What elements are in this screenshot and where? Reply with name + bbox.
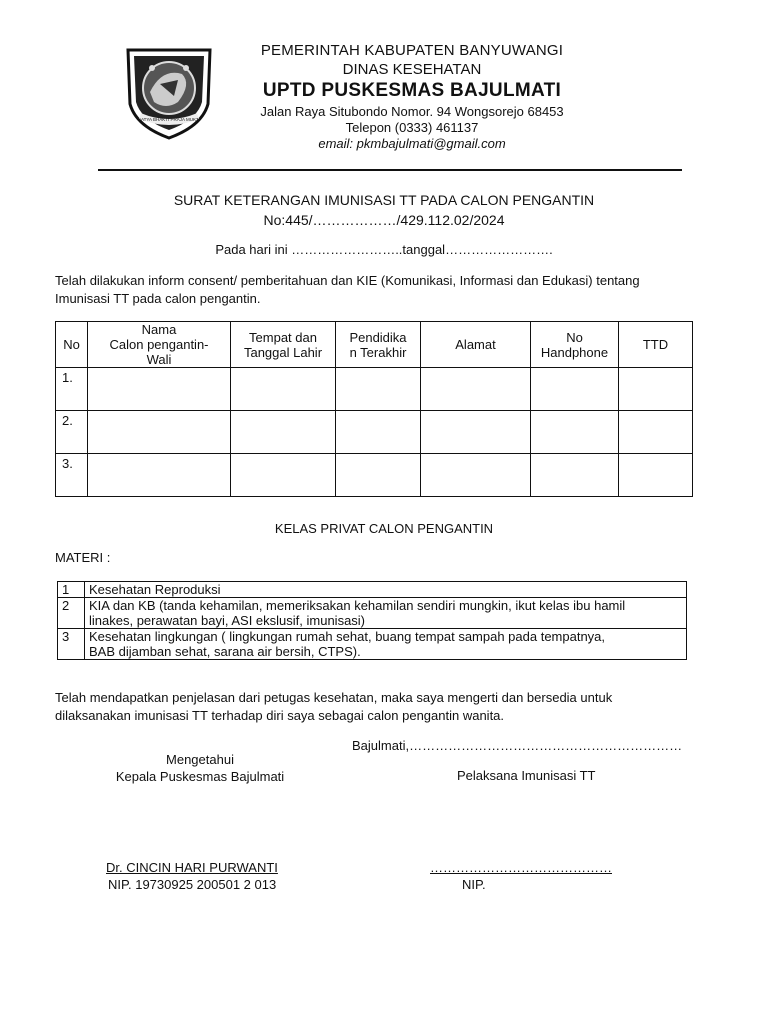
col-ttd: TTD <box>619 322 693 368</box>
closing-line: dilaksanakan imunisasi TT terhadap diri saya sebagai calon pengantin wanita. <box>55 708 505 723</box>
materi-number: 3 <box>58 629 85 660</box>
document-title: SURAT KETERANGAN IMUNISASI TT PADA CALON PENGANTIN <box>173 192 595 208</box>
executor-nip: NIP. <box>462 877 486 892</box>
intro-line: Imunisasi TT pada calon pengantin. <box>55 291 261 306</box>
letterhead-email: email: pkmbajulmati@gmail.com <box>318 136 506 151</box>
table-row <box>56 454 693 497</box>
table-row <box>56 368 693 411</box>
list-item <box>58 582 687 598</box>
materi-table <box>57 581 687 660</box>
date-line: Pada hari ini ……………………..tanggal……………………. <box>215 242 553 257</box>
intro-paragraph <box>55 272 640 308</box>
letterhead <box>232 42 592 151</box>
letterhead-phone: Telepon (0333) 461137 <box>345 120 479 135</box>
row-number: 2. <box>56 411 88 454</box>
list-item <box>58 598 687 629</box>
document-number: No:445/………………/429.112.02/2024 <box>263 212 505 228</box>
col-alamat: Alamat <box>421 322 531 368</box>
closing-paragraph <box>55 689 612 725</box>
materi-text: Kesehatan Reproduksi <box>85 582 687 598</box>
col-ttl: Tempat dan Tanggal Lahir <box>231 322 336 368</box>
left-signature-block <box>108 752 292 784</box>
executor-name-blank: …………………………………… <box>430 860 612 875</box>
letterhead-institution: UPTD PUSKESMAS BAJULMATI <box>262 80 562 101</box>
col-handphone: No Handphone <box>531 322 619 368</box>
register-header-row <box>56 322 693 368</box>
letterhead-divider <box>98 169 682 171</box>
col-nama: Nama Calon pengantin- Wali <box>88 322 231 368</box>
materi-text: KIA dan KB (tanda kehamilan, memeriksakan kehamilan sendiri mungkin, ikut kelas ibu hamil linakes, perawatan bayi, ASI ekslusif, imunisasi) <box>85 598 687 629</box>
head-title: Kepala Puskesmas Bajulmati <box>115 769 285 784</box>
list-item <box>58 629 687 660</box>
materi-label: MATERI : <box>55 550 111 565</box>
row-number: 3. <box>56 454 88 497</box>
register-table <box>55 321 693 497</box>
materi-number: 1 <box>58 582 85 598</box>
col-no: No <box>56 322 88 368</box>
closing-line: Telah mendapatkan penjelasan dari petugas kesehatan, maka saya mengerti dan bersedia untuk <box>55 690 613 705</box>
kelas-title: KELAS PRIVAT CALON PENGANTIN <box>274 521 494 536</box>
place-date: Bajulmati,……………………………………………………… <box>352 738 683 753</box>
materi-number: 2 <box>58 598 85 629</box>
row-number: 1. <box>56 368 88 411</box>
letterhead-agency: DINAS KESEHATAN <box>342 61 482 78</box>
materi-text: Kesehatan lingkungan ( lingkungan rumah sehat, buang tempat sampah pada tempatnya, BAB dijamban sehat, sarana air bersih, CTPS). <box>85 629 687 660</box>
letterhead-address: Jalan Raya Situbondo Nomor. 94 Wongsorejo 68453 <box>260 104 564 119</box>
right-signature-title: Pelaksana Imunisasi TT <box>457 768 596 783</box>
letterhead-government: PEMERINTAH KABUPATEN BANYUWANGI <box>260 42 564 59</box>
mengetahui-label: Mengetahui <box>166 752 234 767</box>
head-name: Dr. CINCIN HARI PURWANTI <box>106 860 278 875</box>
intro-line: Telah dilakukan inform consent/ pemberitahuan dan KIE (Komunikasi, Informasi dan Edukasi) tentang <box>55 273 640 288</box>
emblem-motto: SATYA BHAKTI PRAJA MUKTI <box>137 117 201 122</box>
table-row <box>56 411 693 454</box>
col-pendidikan: Pendidika n Terakhir <box>336 322 421 368</box>
banyuwangi-emblem-icon <box>122 44 216 140</box>
head-nip: NIP. 19730925 200501 2 013 <box>108 877 277 892</box>
